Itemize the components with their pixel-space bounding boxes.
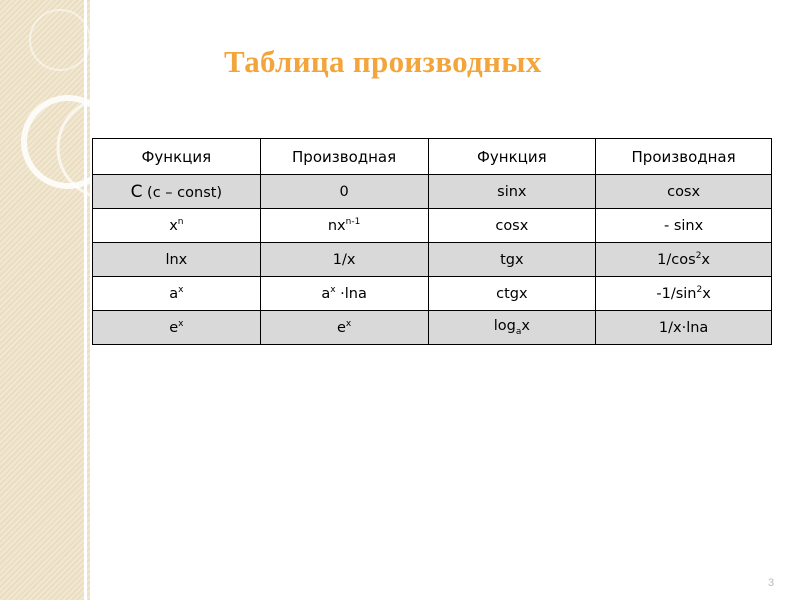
table-header-row (93, 139, 772, 175)
table-cell: 1/x (260, 243, 428, 277)
table-row (93, 311, 772, 345)
table-cell: 1/x·lna (596, 311, 772, 345)
cell-superscript: n (177, 217, 184, 227)
table-cell (260, 277, 428, 311)
slide-title: Таблица производных (224, 44, 542, 79)
table-cell: cosx (428, 209, 596, 243)
table-cell: sinx (428, 175, 596, 209)
cell-text: С (130, 181, 143, 202)
cell-text: e (336, 320, 346, 336)
header-function: Функция (428, 139, 596, 175)
table-row (93, 277, 772, 311)
table-cell (93, 175, 261, 209)
cell-text: ·lna (335, 286, 367, 302)
header-derivative: Производная (260, 139, 428, 175)
cell-superscript: n-1 (345, 217, 361, 227)
cell-text: nx (327, 218, 346, 234)
header-function: Функция (93, 139, 261, 175)
table-cell (260, 311, 428, 345)
table-cell (93, 277, 261, 311)
header-derivative: Производная (596, 139, 772, 175)
table-cell (93, 311, 261, 345)
table-cell (93, 209, 261, 243)
cell-superscript: 2 (695, 251, 702, 261)
page-number: 3 (768, 577, 775, 589)
derivatives-table (92, 138, 772, 345)
table-row (93, 175, 772, 209)
cell-text: x (701, 252, 711, 268)
cell-superscript: x (178, 285, 184, 295)
table-cell (260, 209, 428, 243)
table-row (93, 209, 772, 243)
cell-text: 1/cos (657, 252, 696, 268)
table-cell: lnx (93, 243, 261, 277)
cell-text: a (169, 286, 179, 302)
cell-text: a (321, 286, 331, 302)
table-cell: cosx (596, 175, 772, 209)
cell-text: e (169, 320, 179, 336)
cell-text: x (169, 218, 178, 234)
cell-text: (c – const) (142, 184, 223, 201)
table-cell: tgx (428, 243, 596, 277)
table-cell (596, 277, 772, 311)
cell-superscript: 2 (696, 285, 703, 295)
table-cell (596, 243, 772, 277)
cell-text: x (521, 318, 530, 334)
table-cell: 0 (260, 175, 428, 209)
table-row (93, 243, 772, 277)
cell-superscript: x (345, 319, 352, 329)
cell-superscript: x (330, 285, 336, 295)
cell-superscript: x (178, 319, 184, 329)
cell-text: x (702, 286, 711, 302)
table-cell (428, 311, 596, 345)
table-cell: - sinx (596, 209, 772, 243)
cell-text: log (493, 318, 516, 334)
cell-text: -1/sin (656, 286, 697, 302)
table-cell: ctgx (428, 277, 596, 311)
cell-subscript: a (515, 327, 522, 337)
